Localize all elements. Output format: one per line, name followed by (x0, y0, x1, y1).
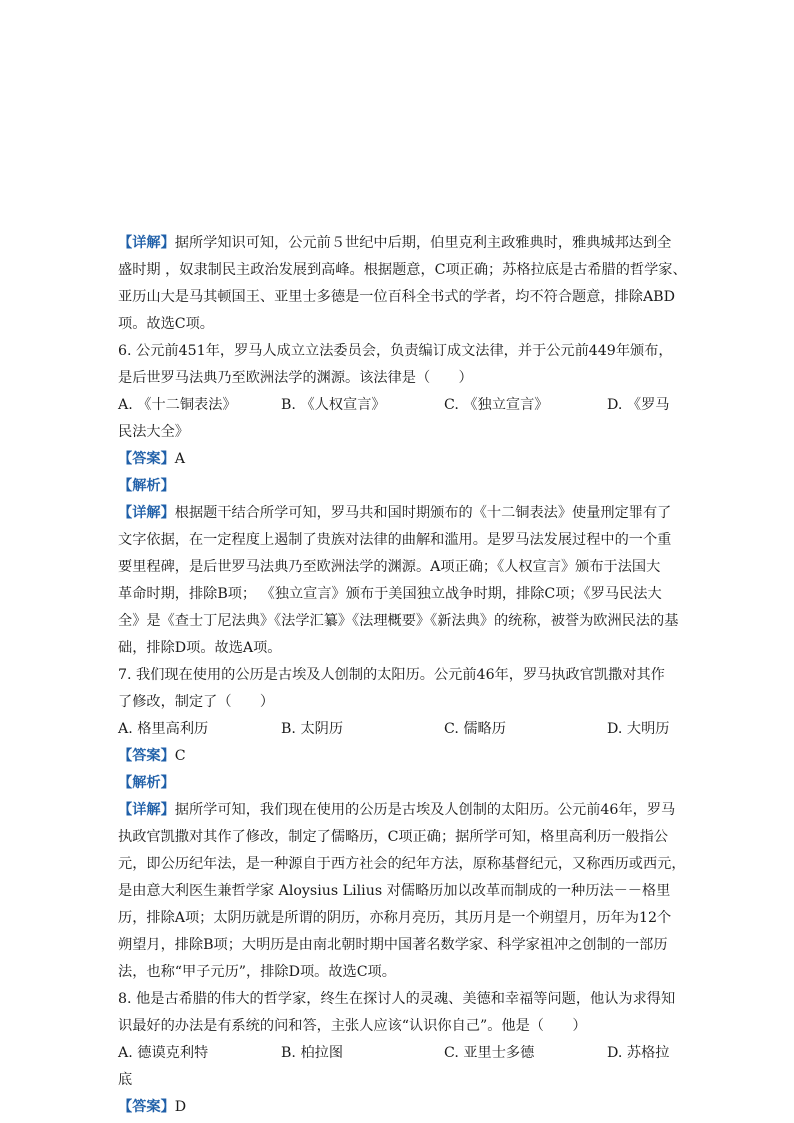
q6-option-d-wrap: 民法大全》 (118, 424, 189, 440)
answer-tag: 【答案】 (118, 451, 175, 467)
q7-option-a: A. 格里高利历 (118, 721, 209, 737)
q8-stem-line-2: 识最好的办法是有系统的问和答，主张人应该“认识你自己”。他是（ ） (118, 1018, 587, 1034)
q7-detail-line-6: 朔望月，排除B项；大明历是由南北朝时期中国著名数学家、科学家祖冲之创制的一部历 (118, 937, 668, 953)
q5-detail-line-2: 盛时期 ，奴隶制民主政治发展到高峰。根据题意，C项正确；苏格拉底是古希腊的哲学家、 (118, 262, 687, 278)
q6-stem-line-2: 是后世罗马法典乃至欧洲法学的渊源。该法律是（ ） (118, 370, 473, 386)
detail-tag: 【详解】 (118, 235, 175, 251)
q7-detail-line-7: 法，也称“甲子元历”，排除D项。故选C项。 (118, 964, 396, 980)
q8-option-b: B. 柏拉图 (281, 1045, 344, 1061)
q6-detail-line-2: 文字依据，在一定程度上遏制了贵族对法律的曲解和滥用。是罗马法发展过程中的一个重 (118, 532, 672, 548)
q5-detail-line-3: 亚历山大是马其顿国王、亚里士多德是一位百科全书式的学者，均不符合题意，排除ABD (118, 289, 675, 305)
q7-stem-line-2: 了修改，制定了（ ） (118, 694, 275, 710)
q7-option-d: D. 大明历 (607, 721, 670, 737)
q8-option-d: D. 苏格拉 (607, 1045, 670, 1061)
q6-option-b: B. 《人权宣言》 (281, 397, 386, 413)
q8-option-c: C. 亚里士多德 (444, 1045, 535, 1061)
q7-analysis-heading: 【解析】 (118, 775, 175, 791)
q7-detail-line-1: 【详解】据所学可知，我们现在使用的公历是古埃及人创制的太阳历。公元前46年，罗马 (118, 802, 676, 818)
q8-option-d-wrap: 底 (118, 1072, 133, 1088)
q6-option-a: A. 《十二铜表法》 (118, 397, 237, 413)
q7-option-b: B. 太阴历 (281, 721, 344, 737)
q6-option-d: D. 《罗马 (607, 397, 670, 413)
q6-stem-line-1: 6. 公元前451年，罗马人成立立法委员会，负责编订成文法律，并于公元前449年颁布， (118, 343, 673, 359)
q8-answer: 【答案】D (118, 1099, 187, 1115)
q7-stem-line-1: 7. 我们现在使用的公历是古埃及人创制的太阳历。公元前46年，罗马执政官凯撒对其作 (118, 667, 665, 683)
q8-answer-value: D (174, 1099, 187, 1115)
q7-detail-line-3: 元，即公历纪年法，是一种源自于西方社会的纪年方法，原称基督纪元，又称西历或西元， (118, 856, 686, 872)
q7-option-c: C. 儒略历 (444, 721, 506, 737)
q7-answer: 【答案】C (118, 748, 186, 764)
q7-detail-line-2: 执政官凯撒对其作了修改，制定了儒略历，C项正确；据所学可知，格里高利历一般指公 (118, 829, 668, 845)
q6-option-c: C. 《独立宣言》 (444, 397, 549, 413)
q6-answer (118, 446, 185, 473)
q6-analysis-heading: 【解析】 (118, 478, 175, 494)
q8-stem-line-1: 8. 他是古希腊的伟大的哲学家，终生在探讨人的灵魂、美德和幸福等问题，他认为求得知 (118, 991, 676, 1007)
q5-detail-line-1: 【详解】据所学知识可知，公元前５世纪中后期，伯里克利主政雅典时，雅典城邦达到全 (118, 235, 672, 251)
q7-answer-value: C (174, 748, 186, 764)
q5-detail-line-4: 项。故选C项。 (118, 316, 214, 332)
q6-answer-value: A (174, 451, 186, 467)
q6-detail-line-6: 础，排除D项。故选A项。 (118, 640, 282, 656)
q6-detail-line-1: 【详解】根据题干结合所学可知，罗马共和国时期颁布的《十二铜表法》使量刑定罪有了 (118, 505, 672, 521)
q6-detail-line-4: 革命时期，排除B项； 《独立宣言》颁布于美国独立战争时期，排除C项；《罗马民法大 (118, 586, 662, 602)
q7-detail-line-5: 历，排除A项；太阴历就是所谓的阴历，亦称月亮历，其历月是一个朔望月，历年为12个 (118, 910, 672, 926)
q8-option-a: A. 德谟克利特 (118, 1045, 209, 1061)
q6-detail-line-5: 全》是《查士丁尼法典》《法学汇纂》《法理概要》《新法典》的统称，被誉为欧洲民法的基 (118, 613, 679, 629)
q7-detail-line-4: 是由意大利医生兼哲学家 Aloysius Lilius 对儒略历加以改革而制成的一种历法－－格里 (118, 883, 671, 899)
q6-detail-line-3: 要里程碑，是后世罗马法典乃至欧洲法学的渊源。A项正确；《人权宣言》颁布于法国大 (118, 559, 661, 575)
